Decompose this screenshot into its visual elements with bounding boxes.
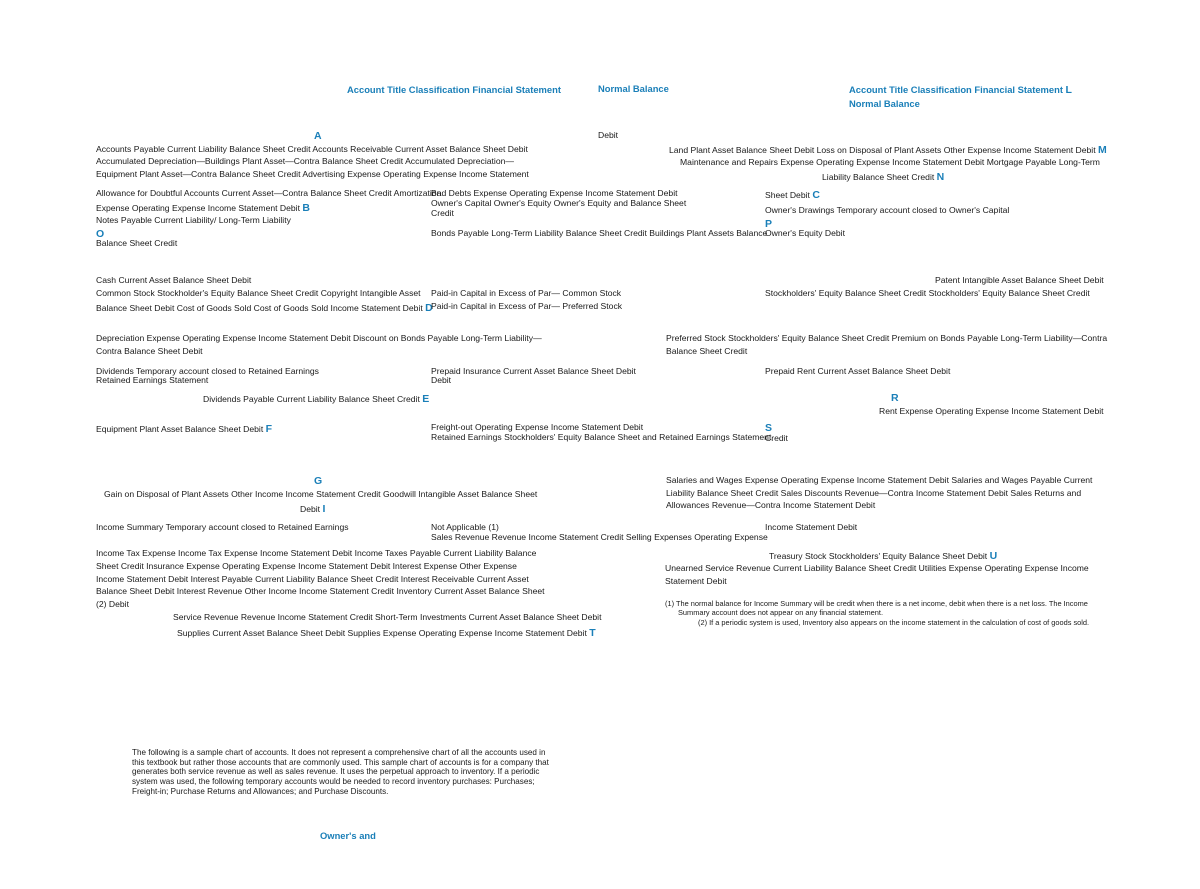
line-common-stock: Common Stock Stockholder's Equity Balance Sheet Credit Copyright Intangible Asset (96, 288, 421, 298)
line-unearned-service: Unearned Service Revenue Current Liability Balance Sheet Credit Utilities Expense Operating Expense Income (665, 563, 1089, 573)
line-not-applicable: Not Applicable (1) (431, 522, 499, 532)
header-col3 (849, 84, 1072, 96)
header-col2: Normal Balance (598, 83, 669, 94)
line-mortgage-text: Liability Balance Sheet Credit (822, 172, 935, 182)
letter-I: I (322, 503, 326, 515)
letter-D: D (425, 302, 433, 314)
letter-U: U (989, 550, 998, 562)
line-treasury-stock-text: Treasury Stock Stockholders' Equity Balance Sheet Debit (769, 551, 988, 561)
line-income-statement-debit: Income Statement Debit (765, 522, 858, 532)
line-retained-earnings: Retained Earnings Stockholders' Equity Balance Sheet and Retained Earnings Statement (431, 432, 772, 442)
line-inventory-debit: (2) Debit (96, 599, 129, 609)
line-equipment (96, 423, 272, 435)
footnote-1: (1) The normal balance for Income Summary will be credit when there is a net income, debit when there is a net loss. The Income (665, 599, 1088, 608)
letter-P: P (765, 218, 773, 230)
line-balance-sheet-credit-2: Balance Sheet Credit (666, 346, 748, 356)
line-rent-expense: Rent Expense Operating Expense Income Statement Debit (879, 406, 1104, 416)
line-gain-debit (300, 503, 325, 515)
line-s-credit: Credit (765, 433, 788, 443)
owners-and-heading: Owner's and (320, 830, 376, 841)
line-sales-revenue: Sales Revenue Revenue Income Statement Credit Selling Expenses Operating Expense (431, 532, 768, 542)
line-supplies-text: Supplies Current Asset Balance Sheet Debit Supplies Expense Operating Expense Income Statement Debit (177, 628, 587, 638)
footnote-2: (2) If a periodic system is used, Inventory also appears on the income statement in the calculation of cost of goods sold. (698, 618, 1090, 627)
letter-E: E (422, 393, 430, 405)
line-notes-payable: Notes Payable Current Liability/ Long-Term Liability (96, 215, 291, 225)
line-preferred-stock: Preferred Stock Stockholders' Equity Balance Sheet Credit Premium on Bonds Payable Long-Term Liability—Contra (666, 333, 1108, 343)
line-accumulated-depreciation: Accumulated Depreciation—Buildings Plant Asset—Contra Balance Sheet Credit Accumulated Depreciation— (96, 156, 514, 166)
line-patent: Patent Intangible Asset Balance Sheet Debit (935, 275, 1104, 285)
line-treasury-stock (769, 550, 997, 562)
line-service-revenue: Service Revenue Revenue Income Statement Credit Short-Term Investments Current Asset Balance Sheet Debit (173, 612, 602, 622)
header-col3-line2: Normal Balance (849, 98, 920, 109)
line-dividends-payable-text: Dividends Payable Current Liability Balance Sheet Credit (203, 394, 420, 404)
line-contra-balance-debit: Contra Balance Sheet Debit (96, 346, 203, 356)
line-accounts-payable: Accounts Payable Current Liability Balance Sheet Credit Accounts Receivable Current Asset Balance Sheet Debit (96, 144, 528, 154)
line-amortization-text: Expense Operating Expense Income Statement Debit (96, 203, 300, 213)
line-equipment-contra: Equipment Plant Asset—Contra Balance Sheet Credit Advertising Expense Operating Expense Income Statement (96, 169, 529, 179)
line-prepaid-insurance-debit: Debit (431, 375, 452, 385)
line-gain-debit-text: Debit (300, 504, 321, 514)
letter-N: N (936, 171, 945, 183)
line-cash: Cash Current Asset Balance Sheet Debit (96, 275, 252, 285)
line-owners-drawings: Owner's Drawings Temporary account closed to Owner's Capital (765, 205, 1010, 215)
letter-L: L (1065, 84, 1072, 96)
line-income-summary: Income Summary Temporary account closed to Retained Earnings (96, 522, 349, 532)
letter-R: R (891, 392, 899, 404)
line-land-text: Land Plant Asset Balance Sheet Debit Loss on Disposal of Plant Assets Other Expense Income Statement Debit (669, 145, 1096, 155)
line-cost-of-goods-sold-text: Balance Sheet Debit Cost of Goods Sold Cost of Goods Sold Income Statement Debit (96, 303, 423, 313)
line-bad-debts: Bad Debts Expense Operating Expense Income Statement Debit (431, 188, 678, 198)
line-sales-discounts: Liability Balance Sheet Credit Sales Discounts Revenue—Contra Income Statement Debit Sales Returns and (666, 488, 1082, 498)
line-insurance-expense: Sheet Credit Insurance Expense Operating Expense Income Statement Debit Interest Expense Other Expense (96, 561, 517, 571)
line-balance-sheet-credit: Balance Sheet Credit (96, 238, 178, 248)
line-bonds-payable: Bonds Payable Long-Term Liability Balance Sheet Credit Buildings Plant Assets Balance (431, 228, 768, 238)
header-col3-text: Account Title Classification Financial Statement (849, 84, 1063, 95)
line-paid-in-common: Paid-in Capital in Excess of Par— Common Stock (431, 288, 622, 298)
line-interest-revenue: Balance Sheet Debit Interest Revenue Other Income Income Statement Credit Inventory Current Asset Balance Sheet (96, 586, 545, 596)
line-cost-of-goods-sold (96, 302, 433, 314)
line-land (669, 144, 1107, 156)
line-freight-out: Freight-out Operating Expense Income Statement Debit (431, 422, 644, 432)
letter-B: B (302, 202, 310, 214)
line-stockholders-equity: Stockholders' Equity Balance Sheet Credit Stockholders' Equity Balance Sheet Credit (765, 288, 1090, 298)
line-depreciation-expense: Depreciation Expense Operating Expense Income Statement Debit Discount on Bonds Payable Long-Term Liability— (96, 333, 542, 343)
line-prepaid-insurance: Prepaid Insurance Current Asset Balance Sheet Debit (431, 366, 636, 376)
line-sheet-debit (765, 189, 820, 201)
line-owners-capital-credit: Credit (431, 208, 454, 218)
letter-G: G (314, 475, 323, 487)
line-equipment-text: Equipment Plant Asset Balance Sheet Debit (96, 424, 264, 434)
line-owners-capital: Owner's Capital Owner's Equity Owner's Equity and Balance Sheet (431, 198, 687, 208)
line-maintenance: Maintenance and Repairs Expense Operating Expense Income Statement Debit Mortgage Payable Long-Term (680, 157, 1100, 167)
line-prepaid-rent: Prepaid Rent Current Asset Balance Sheet Debit (765, 366, 951, 376)
line-dividends-payable (203, 393, 429, 405)
line-owners-equity-debit: Owner's Equity Debit (765, 228, 845, 238)
line-income-tax: Income Tax Expense Income Tax Expense Income Statement Debit Income Taxes Payable Current Liability Balance (96, 548, 537, 558)
line-mortgage (822, 171, 944, 183)
line-salaries: Salaries and Wages Expense Operating Expense Income Statement Debit Salaries and Wages Payable Current (666, 475, 1093, 485)
line-gain-on-disposal: Gain on Disposal of Plant Assets Other Income Income Statement Credit Goodwill Intangible Asset Balance Sheet (104, 489, 538, 499)
letter-A: A (314, 130, 322, 142)
line-dividends: Dividends Temporary account closed to Retained Earnings (96, 366, 319, 376)
intro-paragraph: The following is a sample chart of accounts. It does not represent a comprehensive chart of all the accounts used in this textbook but rather those accounts that are commonly used. This sample chart of accounts is for a company that generates both service revenue as well as sales revenue. It uses the perpetual approach to inventory. If a periodic system was used, the following temporary accounts would be needed to record inventory purchases: Purchases; Freight-in; Purchase Returns and Allowances; and Purchase Discounts. (132, 748, 549, 796)
line-statement-debit: Statement Debit (665, 576, 727, 586)
line-sales-returns: Allowances Revenue—Contra Income Statement Debit (666, 500, 876, 510)
letter-O: O (96, 228, 105, 240)
footnote-1-cont: Summary account does not appear on any financial statement. (678, 608, 884, 617)
letter-F: F (265, 423, 273, 435)
line-allowance: Allowance for Doubtful Accounts Current Asset—Contra Balance Sheet Credit Amortization (96, 188, 442, 198)
line-sheet-debit-text: Sheet Debit (765, 190, 810, 200)
line-supplies (177, 627, 596, 639)
letter-S: S (765, 422, 773, 434)
line-retained-earnings-statement: Retained Earnings Statement (96, 375, 209, 385)
line-interest-payable: Income Statement Debit Interest Payable Current Liability Balance Sheet Credit Interest Receivable Current Asset (96, 574, 529, 584)
letter-T: T (589, 627, 596, 639)
header-col1: Account Title Classification Financial Statement (347, 84, 561, 95)
letter-M: M (1097, 144, 1107, 156)
letter-C: C (812, 189, 820, 201)
debit-top: Debit (598, 130, 619, 140)
line-amortization (96, 202, 310, 214)
line-paid-in-preferred: Paid-in Capital in Excess of Par— Preferred Stock (431, 301, 623, 311)
